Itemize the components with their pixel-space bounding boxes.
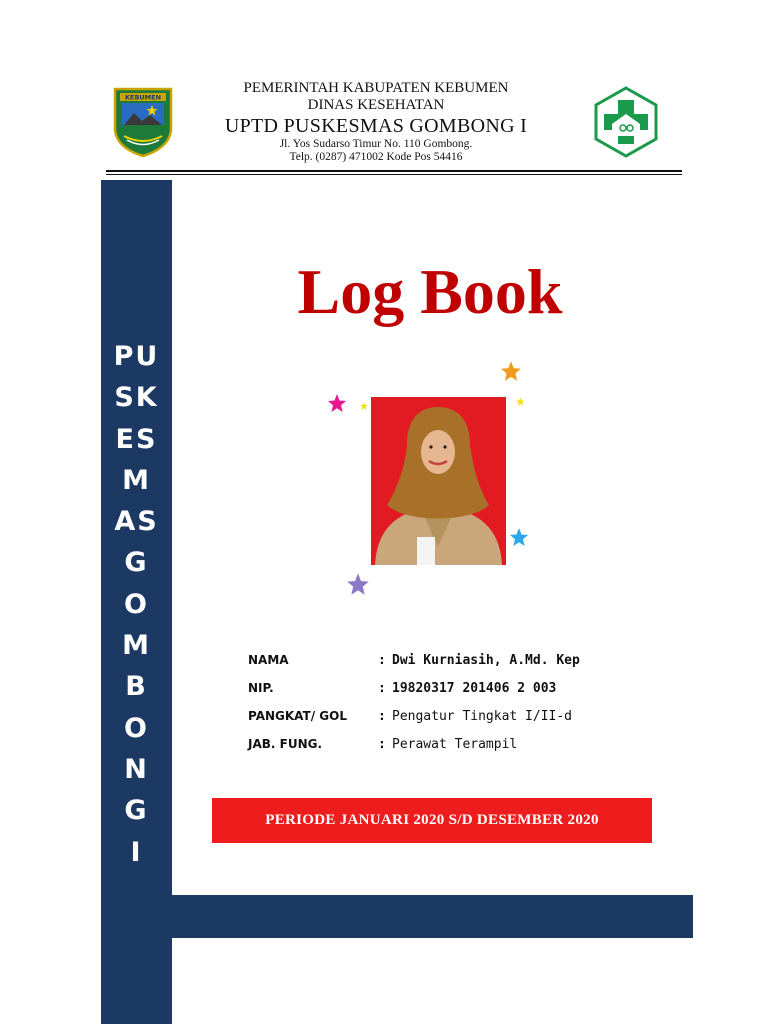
address: Jl. Yos Sudarso Timur No. 110 Gombong. — [279, 138, 473, 150]
side-text-line: ES — [115, 423, 158, 455]
profile-row — [248, 702, 580, 730]
profile-row — [248, 730, 580, 758]
side-text-line: AS — [114, 506, 159, 538]
government-name: PEMERINTAH KABUPATEN KEBUMEN — [243, 80, 509, 96]
side-text-line: M — [122, 630, 151, 662]
star-icon — [509, 527, 529, 547]
side-text-line: G — [124, 547, 149, 579]
side-text-line: PU — [113, 341, 160, 372]
institution-name: UPTD PUSKESMAS GOMBONG I — [224, 115, 528, 137]
profile-row — [248, 674, 580, 702]
colon: : — [378, 708, 386, 724]
side-banner-text — [101, 336, 172, 873]
portrait-photo — [371, 397, 506, 565]
bottom-banner — [101, 895, 693, 938]
side-text-line: M — [122, 464, 151, 496]
letterhead — [190, 80, 562, 164]
nip-label: NIP. — [248, 681, 274, 695]
side-text-line: O — [124, 588, 149, 620]
side-text-line: G — [124, 795, 149, 827]
position-value: Perawat Terampil — [392, 736, 518, 752]
header-rule-thin — [106, 174, 682, 175]
contact: Telp. (0287) 471002 Kode Pos 54416 — [289, 151, 463, 163]
position-label: JAB. FUNG. — [248, 737, 323, 751]
profile-row — [248, 646, 580, 674]
colon: : — [378, 680, 386, 696]
star-icon — [500, 360, 522, 382]
puskesmas-logo — [590, 86, 662, 158]
profile-info — [248, 646, 580, 758]
rank-value: Pengatur Tingkat I/II-d — [392, 708, 573, 724]
star-icon — [346, 572, 370, 596]
name-value: Dwi Kurniasih, A.Md. Kep — [392, 652, 580, 668]
star-icon — [516, 397, 525, 406]
side-text-line: B — [125, 671, 148, 703]
side-text-line: I — [130, 836, 143, 868]
nip-value: 19820317 201406 2 003 — [392, 680, 557, 696]
side-text-line: N — [124, 753, 149, 785]
colon: : — [378, 736, 386, 752]
side-text-line: SK — [114, 382, 159, 414]
kebumen-crest-logo — [112, 86, 174, 158]
header-rule-thick — [106, 170, 682, 172]
svg-text:KEBUMEN: KEBUMEN — [124, 93, 162, 102]
star-icon — [327, 393, 347, 413]
rank-label: PANGKAT/ GOL — [248, 709, 347, 723]
page-title: Log Book — [297, 256, 563, 327]
side-text-line: O — [124, 712, 149, 744]
name-label: NAMA — [248, 653, 289, 667]
star-icon — [360, 402, 368, 410]
department-name: DINAS KESEHATAN — [307, 97, 445, 113]
period-banner: PERIODE JANUARI 2020 S/D DESEMBER 2020 — [212, 798, 652, 843]
colon: : — [378, 652, 386, 668]
